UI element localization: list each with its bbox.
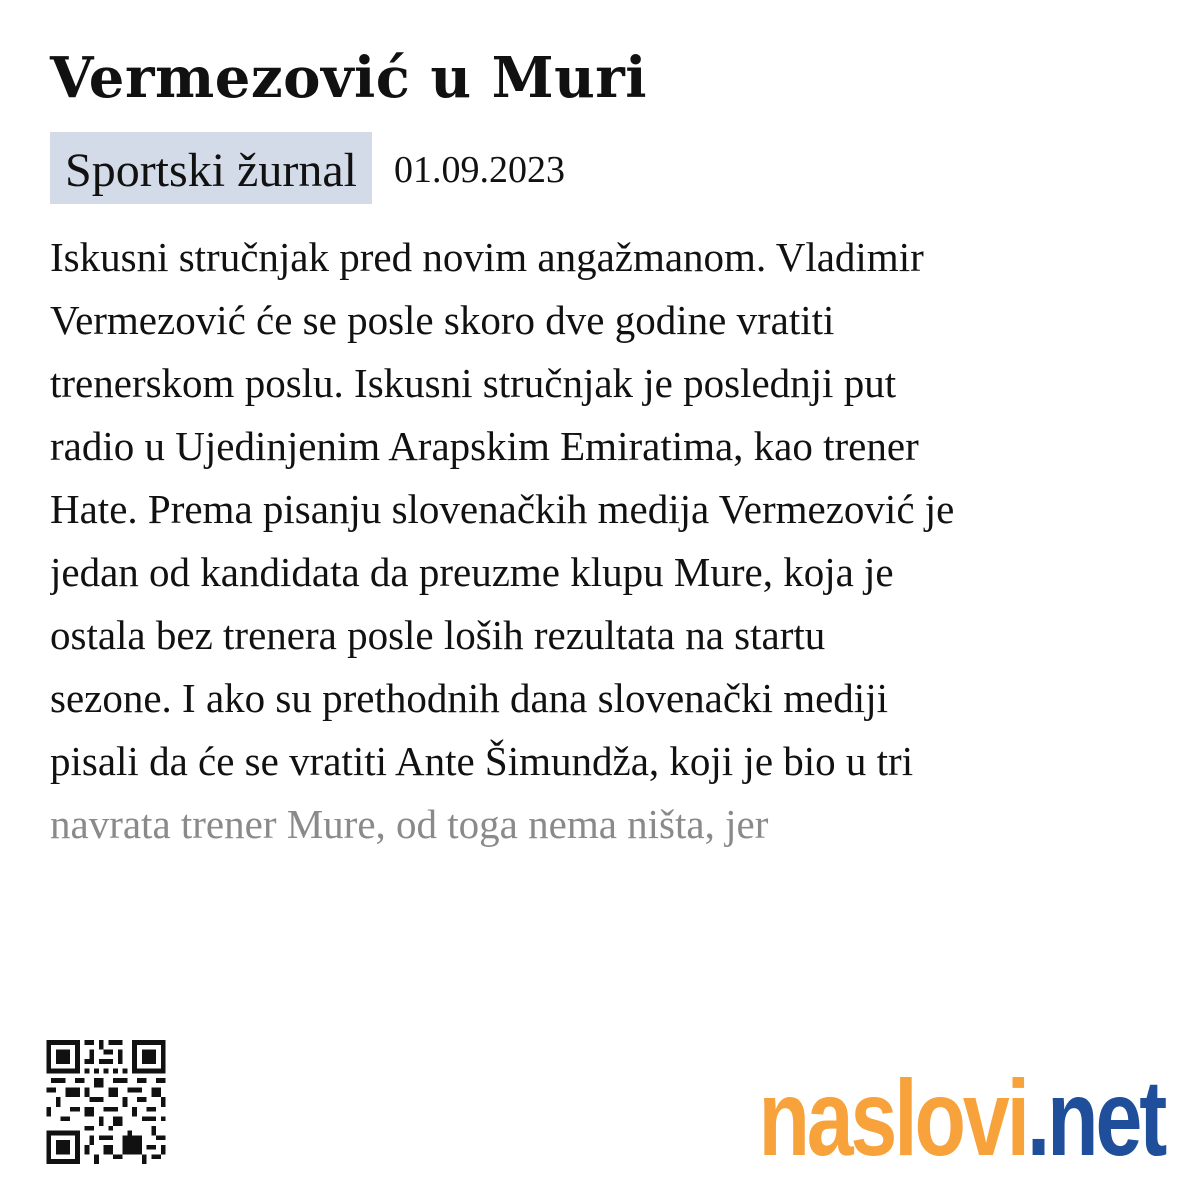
article-body-line: jedan od kandidata da preuzme klupu Mure, koja je — [50, 549, 894, 595]
publish-date: 01.09.2023 — [393, 149, 565, 191]
source-badge[interactable]: Sportski žurnal — [50, 132, 372, 204]
naslovi-net-logo[interactable] — [758, 1056, 1164, 1178]
article-body — [50, 226, 1160, 866]
article-body-line-faded: navrata trener Mure, od toga nema ništa, jer — [50, 801, 769, 847]
qr-code-icon[interactable] — [46, 1040, 166, 1164]
article-body-line: Vermezović će se posle skoro dve godine vratiti — [50, 297, 835, 343]
logo-text-primary: naslovi — [758, 1057, 1027, 1178]
article-body-line: radio u Ujedinjenim Arapskim Emiratima, kao trener — [50, 423, 919, 469]
article-body-line: Hate. Prema pisanju slovenačkih medija Vermezović je — [50, 486, 955, 532]
article-meta — [50, 132, 565, 204]
logo-text-secondary: .net — [1026, 1057, 1164, 1178]
article-body-line: trenerskom poslu. Iskusni stručnjak je poslednji put — [50, 360, 897, 406]
article-body-line: sezone. I ako su prethodnih dana slovenački mediji — [50, 675, 888, 721]
article-title: Vermezović u Muri — [50, 45, 648, 111]
article-body-line: ostala bez trenera posle loših rezultata na startu — [50, 612, 826, 658]
article-body-line: pisali da će se vratiti Ante Šimundža, koji je bio u tri — [50, 738, 914, 784]
article-body-line: Iskusni stručnjak pred novim angažmanom. Vladimir — [50, 234, 924, 280]
